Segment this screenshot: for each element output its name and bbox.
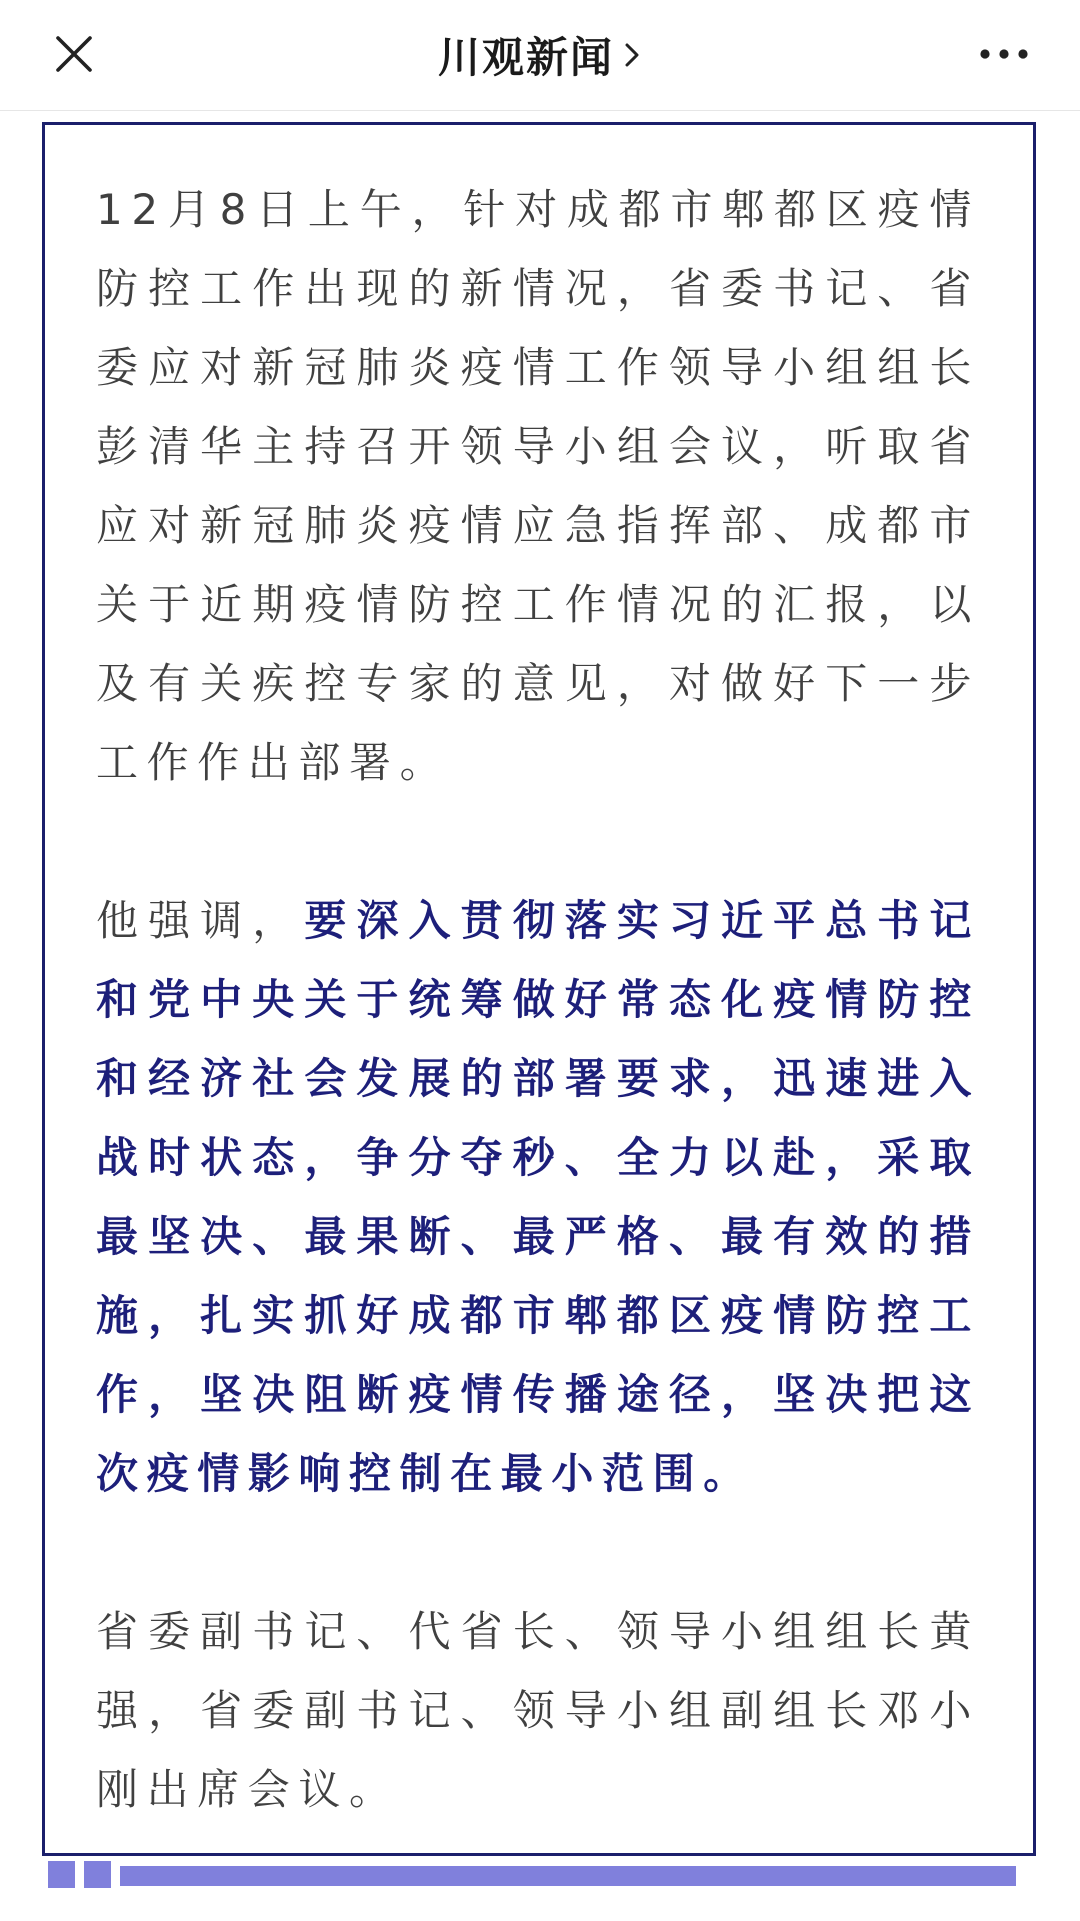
decoration-square-2: [84, 1861, 111, 1888]
decoration-square-1: [48, 1861, 75, 1888]
page-title: 川观新闻: [437, 33, 614, 82]
article-paragraph-2: [96, 881, 980, 1513]
article-body: [96, 170, 980, 1829]
account-name-link[interactable]: [438, 25, 642, 85]
top-nav-bar: [0, 0, 1080, 111]
more-icon: [979, 48, 1029, 60]
chevron-right-icon: [622, 40, 642, 70]
article-paragraph-1: 12月8日上午，针对成都市郫都区疫情防控工作出现的新情况，省委书记、省委应对新冠肺炎疫情工作领导小组组长彭清华主持召开领导小组会议，听取省应对新冠肺炎疫情应急指挥部、成都市关于近期疫情防控工作情况的汇报，以及有关疾控专家的意见，对做好下一步工作作出部署。: [96, 185, 980, 787]
decoration-bar: [120, 1866, 1016, 1886]
more-button[interactable]: [974, 28, 1034, 80]
article-paragraph-3: 省委副书记、代省长、领导小组组长黄强，省委副书记、领导小组副组长邓小刚出席会议。: [96, 1607, 980, 1814]
paragraph-2-lead: 他强调，: [96, 896, 305, 945]
paragraph-2-emphasis: 要深入贯彻落实习近平总书记和党中央关于统筹做好常态化疫情防控和经济社会发展的部署要求，迅速进入战时状态，争分夺秒、全力以赴，采取最坚决、最果断、最严格、最有效的措施，扎实抓好成都市郫都区疫情防控工作，坚决阻断疫情传播途径，坚决把这次疫情影响控制在最小范围。: [96, 896, 980, 1498]
nav-title-area: [0, 0, 1080, 110]
